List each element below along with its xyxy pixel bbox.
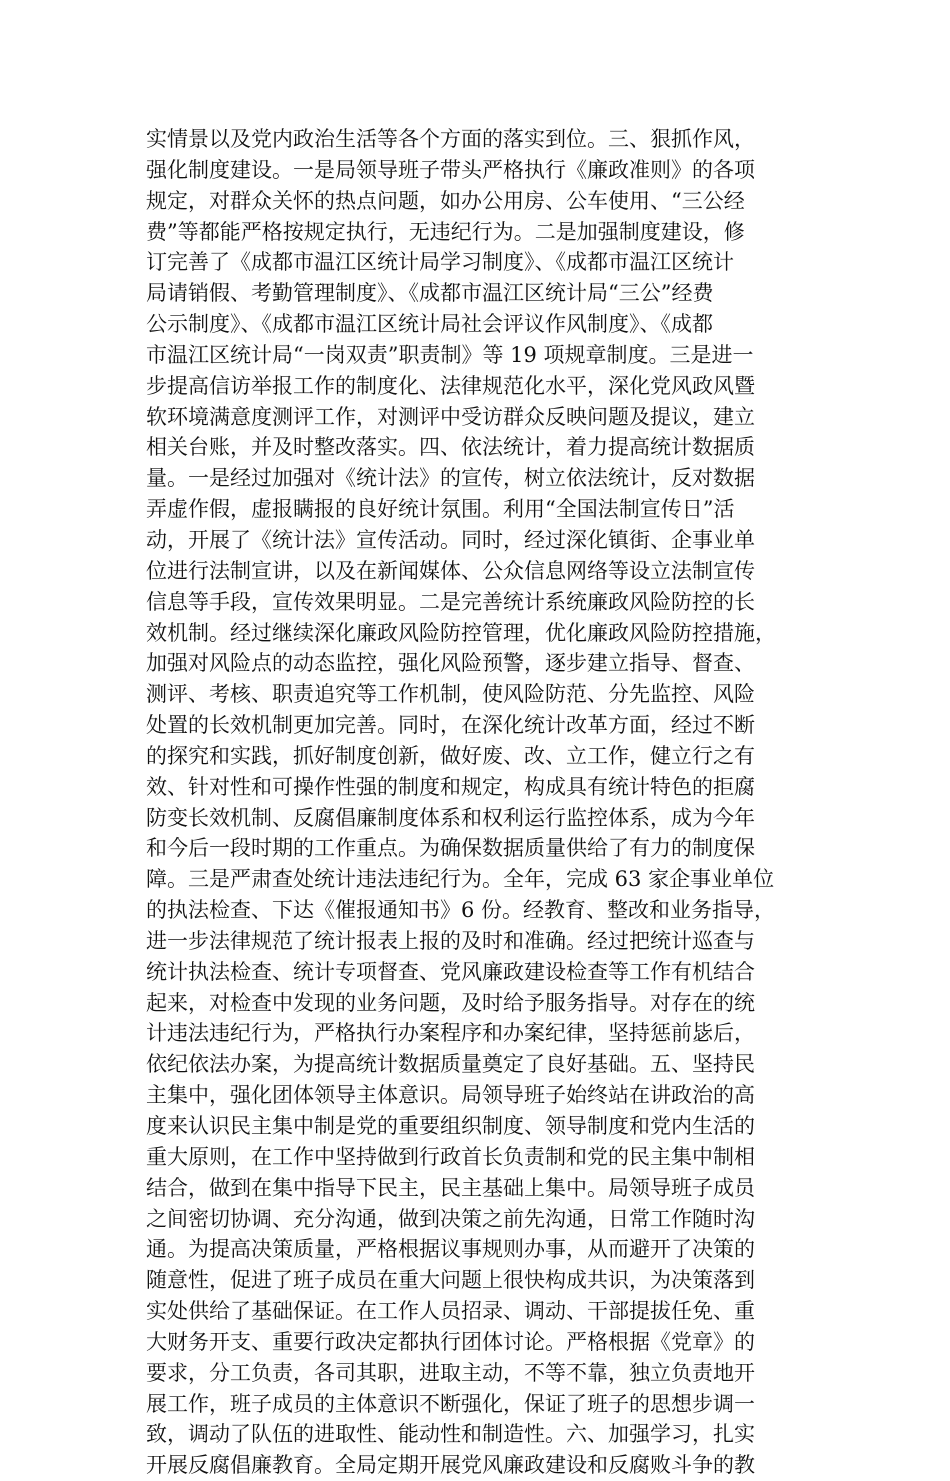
text-line: 效机制。经过继续深化廉政风险防控管理，优化廉政风险防控措施， (146, 620, 776, 645)
text-line: 实情景以及党内政治生活等各个方面的落实到位。三、狠抓作风， (146, 127, 755, 151)
text-line: 处置的长效机制更加完善。同时，在深化统计改革方面，经过不断 (146, 713, 755, 738)
text-line: 计违法违纪行为，严格执行办案程序和办案纪律，坚持惩前毖后， (146, 1021, 755, 1046)
text-line: 软环境满意度测评工作，对测评中受访群众反映问题及提议，建立 (146, 404, 755, 429)
text-line: 的探究和实践，抓好制度创新，做好废、改、立工作，健立行之有 (146, 743, 755, 768)
text-line: 费”等都能严格按规定执行，无违纪行为。二是加强制度建设，修 (146, 219, 745, 244)
text-line: 展工作，班子成员的主体意识不断强化，保证了班子的思想步调一 (146, 1391, 755, 1416)
text-line: 公示制度》、《成都市温江区统计局社会评议作风制度》、《成都 (146, 312, 713, 337)
text-line: 局请销假、考勤管理制度》、《成都市温江区统计局“三公”经费 (146, 281, 714, 306)
text-line: 步提高信访举报工作的制度化、法律规范化水平，深化党风政风暨 (146, 373, 755, 398)
text-line: 通。为提高决策质量，严格根据议事规则办事，从而避开了决策的 (146, 1237, 755, 1262)
text-line: 防变长效机制、反腐倡廉制度体系和权利运行监控体系，成为今年 (146, 805, 755, 830)
text-line: 加强对风险点的动态监控，强化风险预警，逐步建立指导、督查、 (146, 651, 755, 676)
text-line: 规定，对群众关怀的热点问题，如办公用房、公车使用、“三公经 (146, 188, 745, 213)
text-line: 重大原则，在工作中坚持做到行政首长负责制和党的民主集中制相 (146, 1144, 755, 1169)
text-line: 主集中，强化团体领导主体意识。局领导班子始终站在讲政治的高 (146, 1083, 755, 1108)
text-line: 障。三是严肃查处统计违法违纪行为。全年，完成 63 家企事业单位 (146, 867, 775, 892)
text-line: 度来认识民主集中制是党的重要组织制度、领导制度和党内生活的 (146, 1114, 755, 1138)
text-line: 大财务开支、重要行政决定都执行团体讨论。严格根据《党章》的 (146, 1329, 755, 1354)
text-line: 随意性，促进了班子成员在重大问题上很快构成共识，为决策落到 (146, 1268, 755, 1293)
text-line: 动，开展了《统计法》宣传活动。同时，经过深化镇街、企事业单 (146, 527, 755, 552)
text-line: 结合，做到在集中指导下民主，民主基础上集中。局领导班子成员 (146, 1175, 755, 1200)
text-line: 起来，对检查中发现的业务问题，及时给予服务指导。对存在的统 (146, 990, 755, 1015)
text-line: 市温江区统计局“一岗双责”职责制》等 19 项规章制度。三是进一 (146, 342, 754, 367)
text-line: 进一步法律规范了统计报表上报的及时和准确。经过把统计巡查与 (146, 928, 755, 953)
text-line: 弄虚作假，虚报瞒报的良好统计氛围。利用“全国法制宣传日”活 (146, 497, 735, 522)
text-line: 要求，分工负责，各司其职，进取主动，不等不靠，独立负责地开 (146, 1360, 755, 1385)
text-line: 实处供给了基础保证。在工作人员招录、调动、干部提拔任免、重 (146, 1299, 755, 1324)
text-line: 订完善了《成都市温江区统计局学习制度》、《成都市温江区统计 (146, 250, 734, 275)
text-line: 开展反腐倡廉教育。全局定期开展党风廉政建设和反腐败斗争的教 (146, 1453, 755, 1478)
text-line: 致，调动了队伍的进取性、能动性和制造性。六、加强学习，扎实 (146, 1422, 755, 1447)
text-line: 测评、考核、职责追究等工作机制，使风险防范、分先监控、风险 (146, 682, 755, 707)
text-line: 位进行法制宣讲，以及在新闻媒体、公众信息网络等设立法制宣传 (146, 558, 755, 583)
body-text (146, 124, 806, 1481)
text-line: 统计执法检查、统计专项督查、党风廉政建设检查等工作有机结合 (146, 959, 755, 984)
text-line: 量。一是经过加强对《统计法》的宣传，树立依法统计，反对数据 (146, 466, 755, 491)
text-line: 和今后一段时期的工作重点。为确保数据质量供给了有力的制度保 (146, 836, 755, 861)
text-line: 效、针对性和可操作性强的制度和规定，构成具有统计特色的拒腐 (146, 774, 755, 799)
text-line: 信息等手段，宣传效果明显。二是完善统计系统廉政风险防控的长 (146, 589, 755, 614)
text-line: 相关台账，并及时整改落实。四、依法统计，着力提高统计数据质 (146, 435, 755, 460)
text-line: 的执法检查、下达《催报通知书》6 份。经教育、整改和业务指导， (146, 898, 776, 923)
text-line: 强化制度建设。一是局领导班子带头严格执行《廉政准则》的各项 (146, 157, 755, 182)
text-line: 之间密切协调、充分沟通，做到决策之前先沟通，日常工作随时沟 (146, 1206, 755, 1231)
text-line: 依纪依法办案，为提高统计数据质量奠定了良好基础。五、坚持民 (146, 1052, 755, 1077)
